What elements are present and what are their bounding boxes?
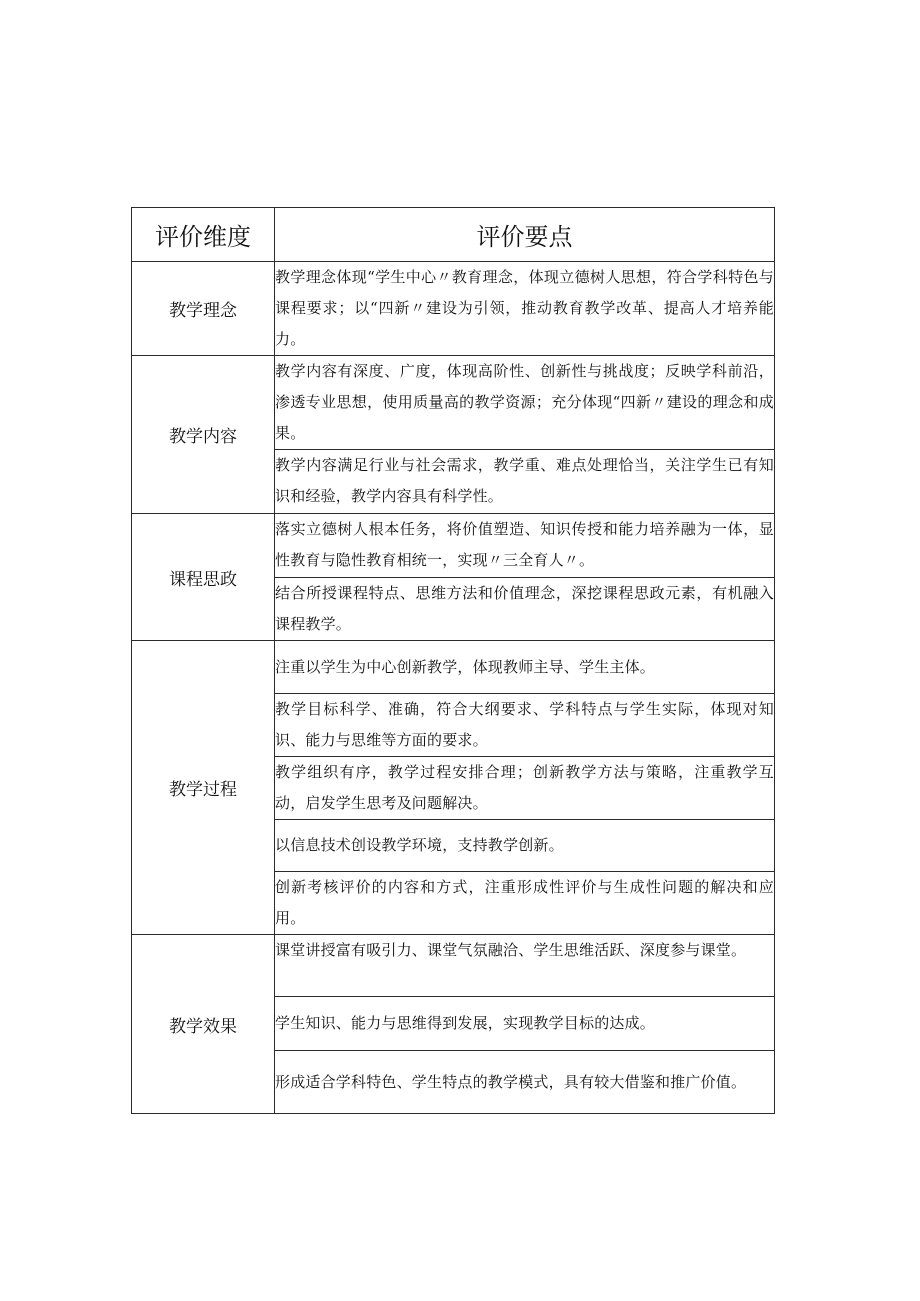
point-cell: 学生知识、能力与思维得到发展，实现教学目标的达成。	[275, 997, 775, 1051]
point-cell: 教学理念体现“学生中心〃教育理念，体现立德树人思想，符合学科特色与课程要求；以“四新〃建设为引领，推动教育教学改革、提高人才培养能力。	[275, 262, 775, 356]
point-cell: 以信息技术创设教学环境，支持教学创新。	[275, 820, 775, 872]
point-cell: 教学组织有序，教学过程安排合理；创新教学方法与策略，注重教学互动，启发学生思考及问题解决。	[275, 757, 775, 820]
point-cell: 教学内容有深度、广度，体现高阶性、创新性与挑战度；反映学科前沿，渗透专业思想，使用质量高的教学资源；充分体现“四新〃建设的理念和成果。	[275, 356, 775, 450]
point-cell: 课堂讲授富有吸引力、课堂气氛融洽、学生思维活跃、深度参与课堂。	[275, 935, 775, 997]
point-cell: 结合所授课程特点、思维方法和价值理念，深挖课程思政元素，有机融入课程教学。	[275, 578, 775, 641]
header-points: 评价要点	[275, 208, 775, 262]
table-row	[132, 641, 775, 694]
dimension-cell: 教学过程	[132, 641, 275, 935]
point-cell: 创新考核评价的内容和方式，注重形成性评价与生成性问题的解决和应用。	[275, 872, 775, 935]
header-row	[132, 208, 775, 262]
point-cell: 形成适合学科特色、学生特点的教学模式，具有较大借鉴和推广价值。	[275, 1051, 775, 1114]
point-cell: 教学目标科学、准确，符合大纲要求、学科特点与学生实际，体现对知识、能力与思维等方面的要求。	[275, 694, 775, 757]
table-row	[132, 514, 775, 578]
dimension-cell: 教学内容	[132, 356, 275, 514]
table-row	[132, 356, 775, 450]
evaluation-table	[131, 207, 775, 1114]
table-row	[132, 935, 775, 997]
table-row	[132, 262, 775, 356]
header-dimension: 评价维度	[132, 208, 275, 262]
point-cell: 注重以学生为中心创新教学，体现教师主导、学生主体。	[275, 641, 775, 694]
dimension-cell: 教学理念	[132, 262, 275, 356]
dimension-cell: 课程思政	[132, 514, 275, 641]
dimension-cell: 教学效果	[132, 935, 275, 1114]
point-cell: 教学内容满足行业与社会需求，教学重、难点处理恰当，关注学生已有知识和经验，教学内容具有科学性。	[275, 450, 775, 514]
point-cell: 落实立德树人根本任务，将价值塑造、知识传授和能力培养融为一体，显性教育与隐性教育相统一，实现〃三全育人〃。	[275, 514, 775, 578]
